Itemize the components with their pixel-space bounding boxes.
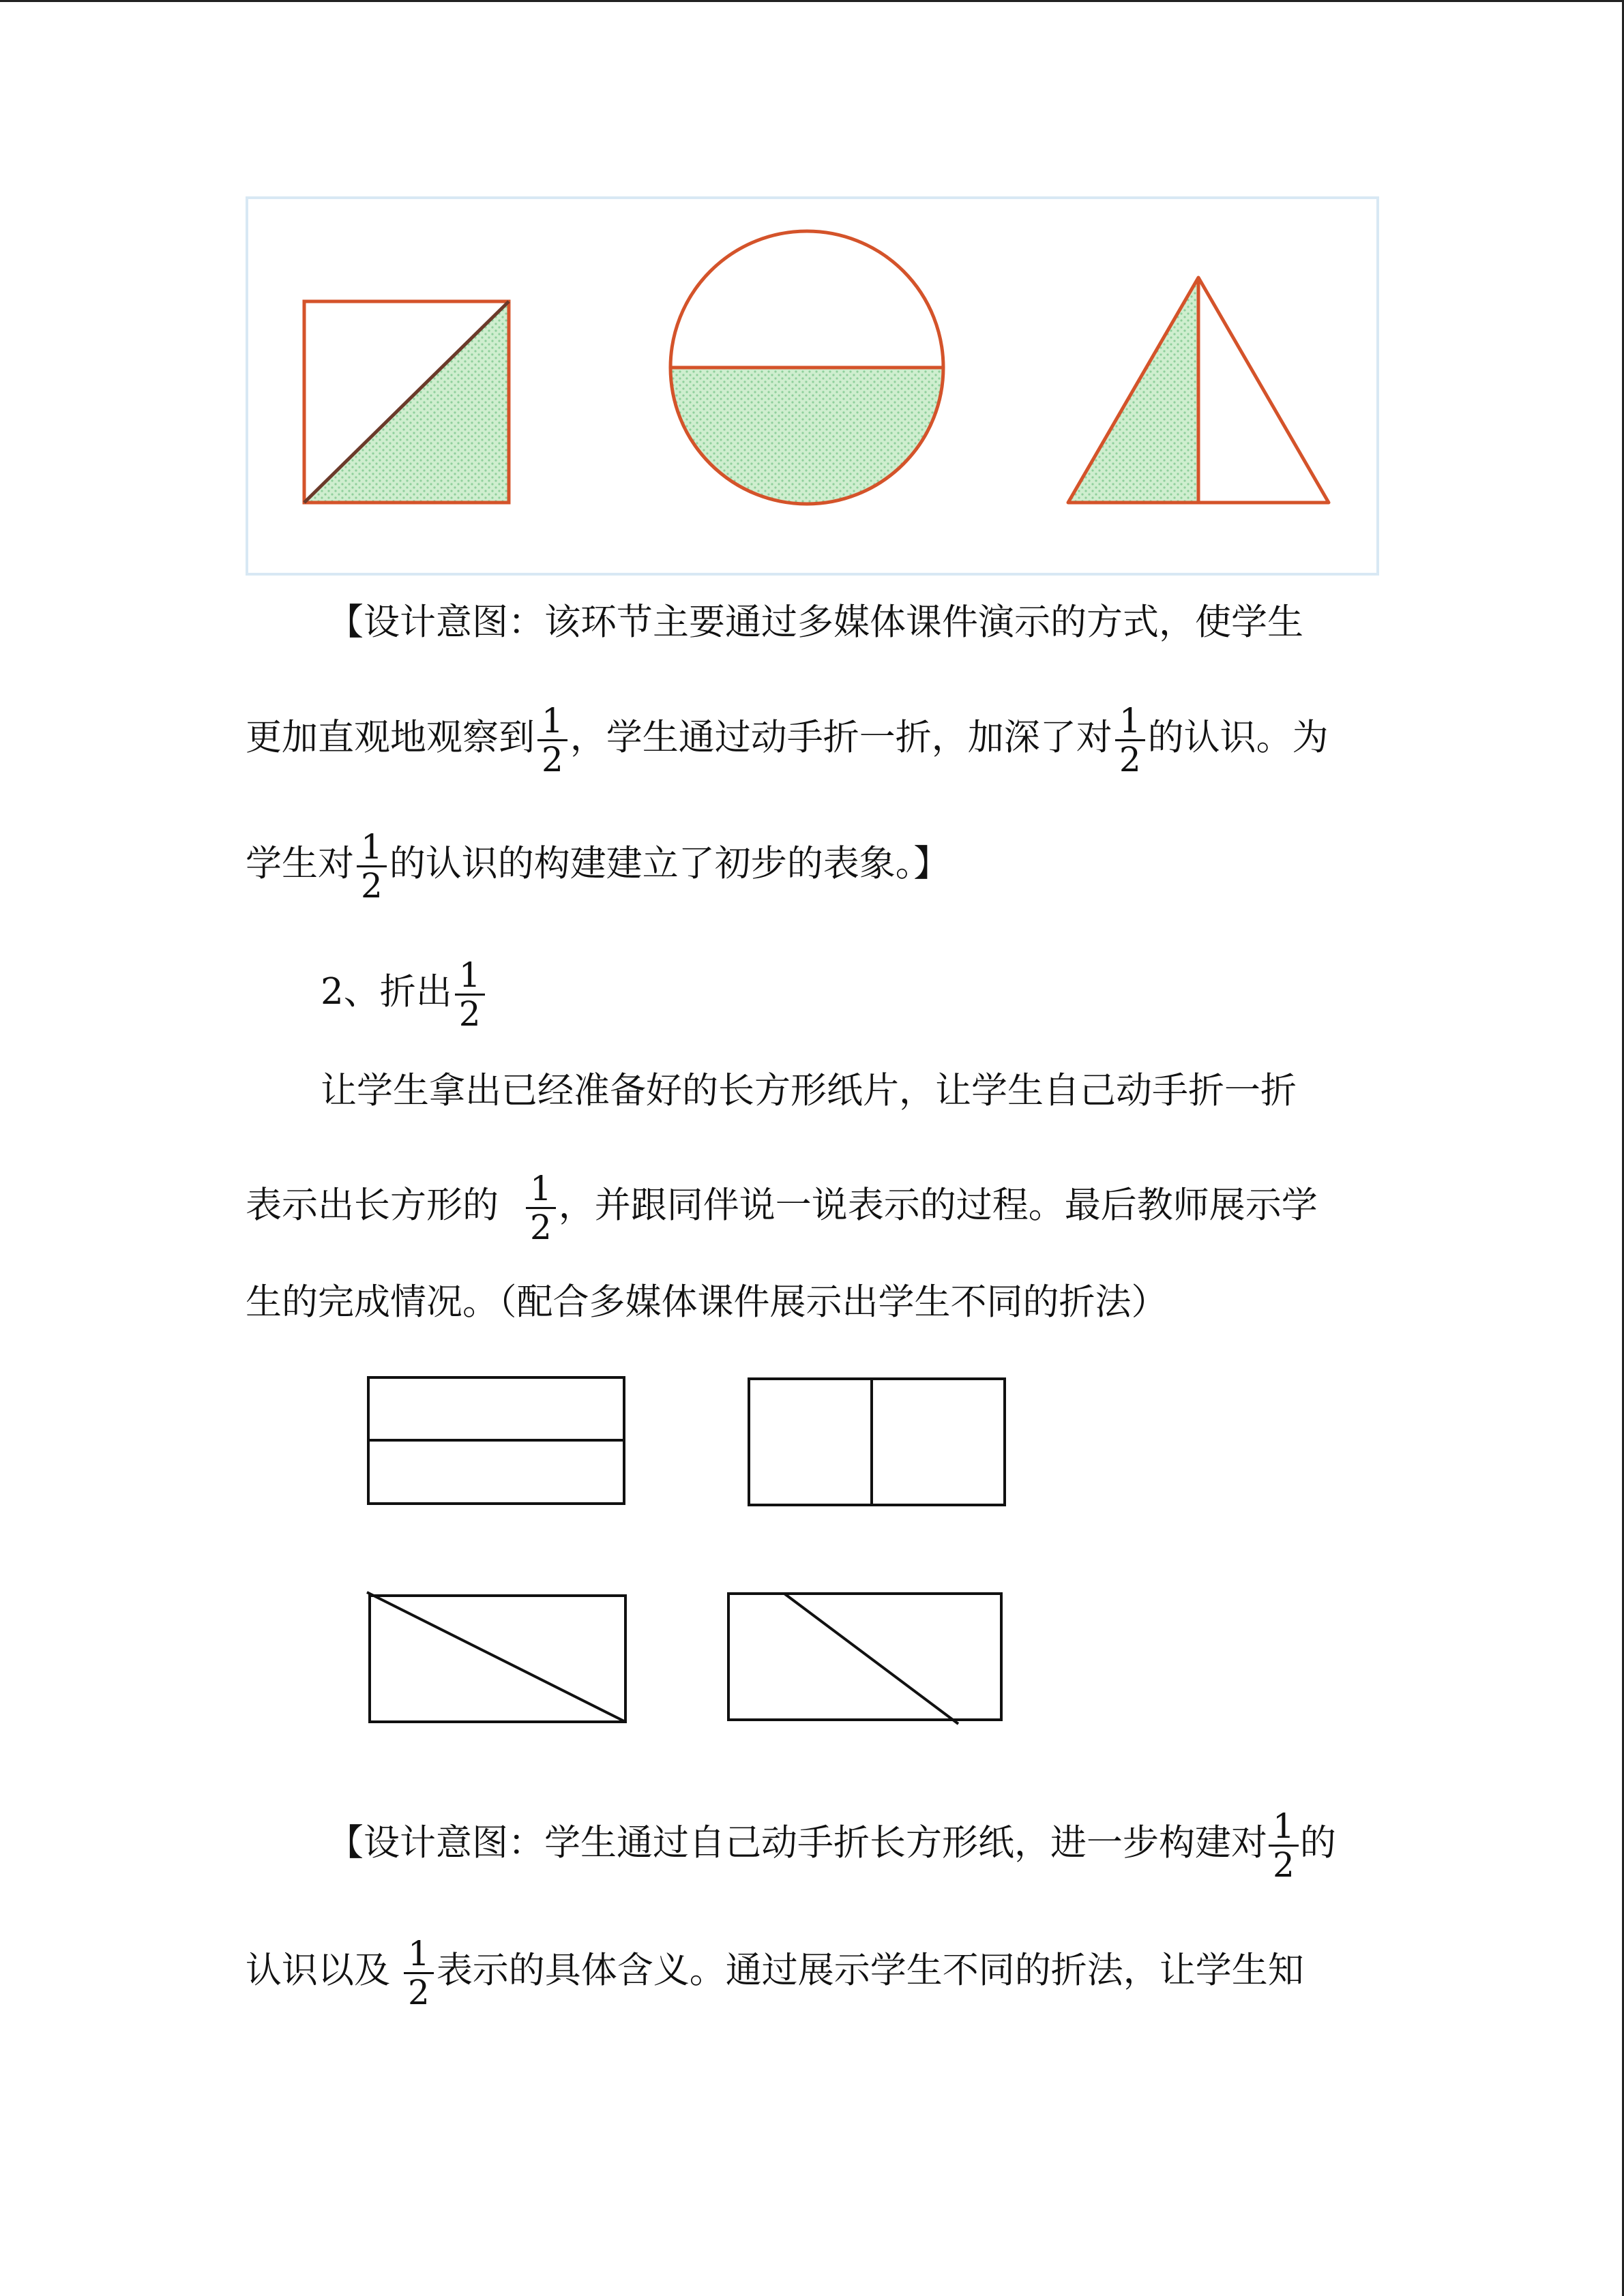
intent1-line3	[246, 829, 1378, 904]
section2-heading	[321, 957, 1003, 1032]
text: ，学生通过动手折一折，加深了对	[570, 717, 1112, 758]
denominator: 2	[361, 866, 383, 906]
numerator: 1	[357, 829, 387, 867]
numerator: 1	[1269, 1808, 1299, 1847]
numerator: 1	[455, 957, 485, 996]
circle-half-shaded	[670, 231, 943, 504]
numerator: 1	[537, 702, 567, 741]
text: 让学生拿出已经准备好的长方形纸片，让学生自己动手折一折	[321, 1070, 1297, 1112]
text: 认识以及	[246, 1950, 390, 1991]
denominator: 2	[1273, 1845, 1295, 1885]
rect-vertical-fold	[749, 1379, 1005, 1505]
fold-methods-svg	[355, 1364, 1037, 1739]
text: 表示出长方形的	[246, 1184, 499, 1226]
rect-slanted-fold	[728, 1594, 1001, 1724]
text: ，并跟同伴说一说表示的过程。最后教师展示学	[558, 1184, 1318, 1226]
fraction-one-half	[357, 829, 387, 904]
fraction-one-half	[526, 1170, 556, 1246]
denominator: 2	[1119, 740, 1141, 779]
text: 学生对	[246, 843, 354, 884]
intent2-line2	[246, 1935, 1378, 2011]
rect-horizontal-fold	[368, 1377, 624, 1504]
fraction-one-half	[537, 702, 567, 778]
text: 【设计意图：该环节主要通过多媒体课件演示的方式，使学生	[327, 601, 1303, 643]
denominator: 2	[458, 994, 481, 1034]
text: 更加直观地观察到	[246, 717, 535, 758]
numerator: 1	[1115, 702, 1145, 741]
intent1-line1	[327, 599, 1378, 646]
rect-diagonal-fold	[367, 1592, 625, 1722]
fraction-one-half	[1115, 702, 1145, 778]
half-shapes-figure	[246, 196, 1379, 576]
denominator: 2	[542, 740, 563, 779]
triangle-half-shaded	[1068, 278, 1329, 503]
fraction-one-half	[1269, 1808, 1299, 1883]
denominator: 2	[408, 1973, 430, 2012]
fraction-one-half	[404, 1935, 434, 2011]
instruction-line3	[246, 1279, 1378, 1326]
intent2-line1	[327, 1808, 1385, 1883]
numerator: 1	[526, 1170, 556, 1209]
denominator: 2	[530, 1208, 552, 1247]
fold-methods-figure	[355, 1364, 1037, 1739]
instruction-line1	[321, 1067, 1378, 1115]
fraction-one-half	[455, 957, 485, 1032]
intent1-line2	[246, 702, 1378, 778]
square-half-shaded	[304, 301, 509, 503]
text: 【设计意图：学生通过自己动手折长方形纸，进一步构建对	[327, 1822, 1267, 1864]
page-top-border	[0, 0, 1624, 2]
heading-text: 2、折出	[321, 971, 452, 1013]
half-shapes-svg	[248, 199, 1376, 573]
text: 的	[1299, 1822, 1336, 1864]
numerator: 1	[404, 1935, 434, 1974]
text: 表示的具体含义。通过展示学生不同的折法，让学生知	[436, 1950, 1304, 1991]
text: 的认识。为	[1147, 717, 1329, 758]
text: 的认识的构建建立了初步的表象。】	[389, 843, 950, 884]
instruction-line2	[246, 1170, 1378, 1246]
text: 生的完成情况。（配合多媒体课件展示出学生不同的折法）	[246, 1281, 1168, 1323]
